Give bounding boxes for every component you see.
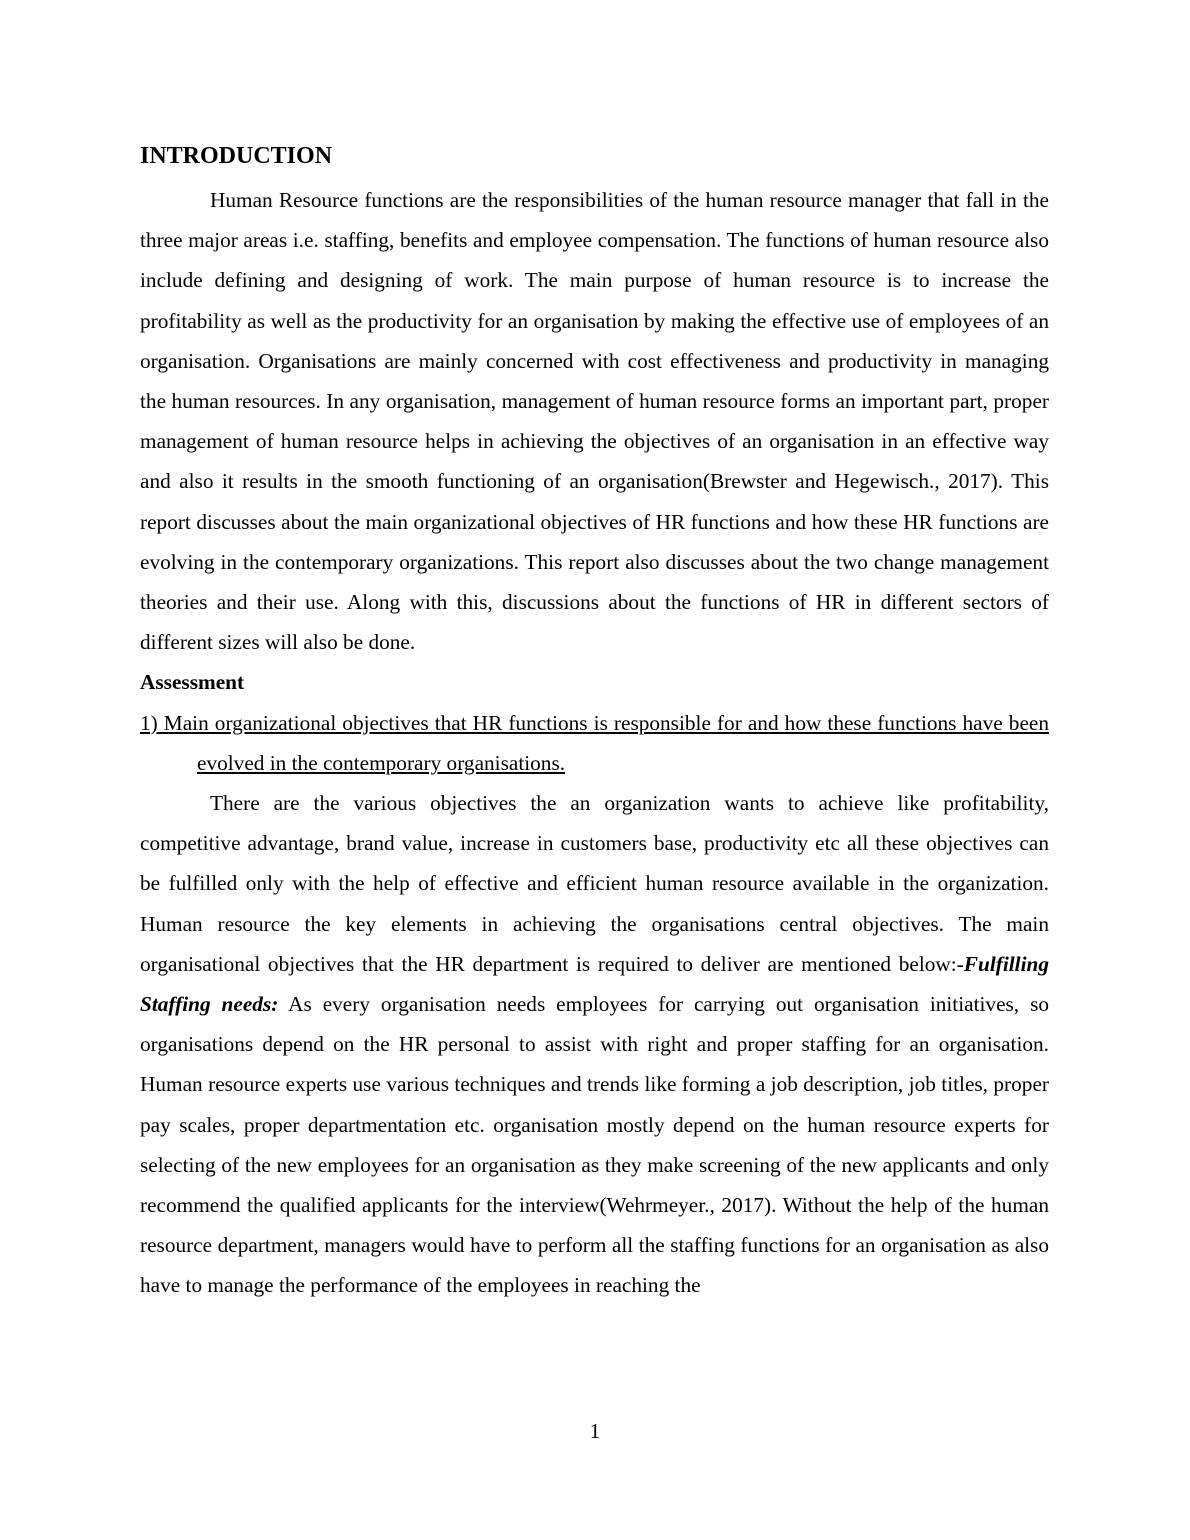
assessment-subheading: Assessment bbox=[140, 670, 245, 695]
body-text-part-1: There are the various objectives the an organization wants to achieve like profitability, competitive advantage, brand value, increase in customers base, productivity etc all these objectives can be fulfilled only with the help of effective and efficient human resource available in the organization. Human resource the key elements in achieving the organisations central objectives. The main organisational objectives that the HR department is required to deliver are mentioned below:- bbox=[140, 791, 1049, 976]
page-number: 1 bbox=[589, 1419, 601, 1443]
intro-paragraph: Human Resource functions are the responsibilities of the human resource manager that fall in the three major areas i.e. staffing, benefits and employee compensation. The functions of human resource also include defining and designing of work. The main purpose of human resource is to increase the profitability as well as the productivity for an organisation by making the effective use of employees of an organisation. Organisations are mainly concerned with cost effectiveness and productivity in managing the human resources. In any organisation, management of human resource forms an important part, proper management of human resource helps in achieving the objectives of an organisation in an effective way and also it results in the smooth functioning of an organisation(Brewster and Hegewisch., 2017). This report discusses about the main organizational objectives of HR functions and how these HR functions are evolving in the contemporary organizations. This report also discusses about the two change management theories and their use. Along with this, discussions about the functions of HR in different sectors of different sizes will also be done. bbox=[140, 188, 1049, 655]
page-content bbox=[140, 138, 1049, 1306]
body-text-part-2: As every organisation needs employees for carrying out organisation initiatives, so organisations depend on the HR personal to assist with right and proper staffing for an organisation. Human resource experts use various techniques and trends like forming a job description, job titles, proper pay scales, proper departmentation etc. organisation mostly depend on the human resource experts for selecting of the new employees for an organisation as they make screening of the new applicants and only recommend the qualified applicants for the interview(Wehrmeyer., 2017). Without the help of the human resource department, managers would have to perform all the staffing functions for an organisation as also have to manage the performance of the employees in reaching the bbox=[140, 992, 1049, 1298]
question-heading: 1) Main organizational objectives that HR functions is responsible for and how these functions have been evolved in the contemporary organisations. bbox=[140, 710, 1049, 775]
section-heading: INTRODUCTION bbox=[140, 143, 333, 169]
body-emphasis: Fulfilling Staffing needs: bbox=[140, 951, 1049, 1017]
body-paragraph bbox=[140, 783, 1049, 1306]
